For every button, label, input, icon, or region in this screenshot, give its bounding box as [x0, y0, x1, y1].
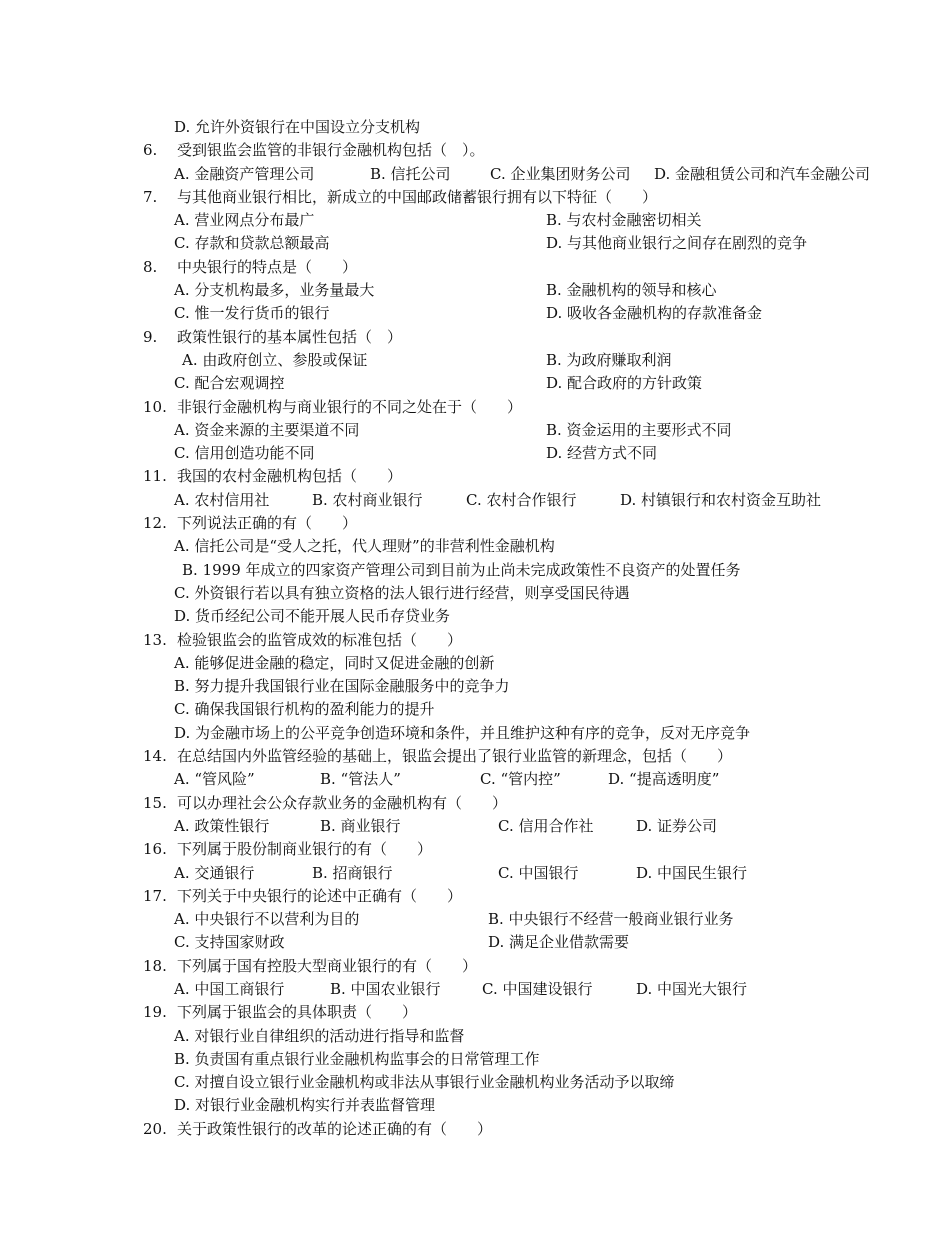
answer-option: D. 经营方式不同 — [546, 444, 658, 463]
option-line — [0, 815, 950, 838]
answer-option: B. 1999 年成立的四家资产管理公司到目前为止尚未完成政策性不良资产的处置任务 — [182, 560, 741, 579]
question-text: 下列属于股份制商业银行的有（ ） — [177, 840, 433, 859]
answer-option: A. 信托公司是“受人之托，代人理财”的非营利性金融机构 — [174, 537, 555, 556]
answer-option: B. 中国农业银行 — [330, 979, 441, 998]
question-text: 在总结国内外监管经验的基础上，银监会提出了银行业监管的新理念，包括（ ） — [177, 747, 733, 766]
option-line — [0, 419, 950, 442]
answer-option: D. “提高透明度” — [608, 770, 720, 789]
question-text: 与其他商业银行相比，新成立的中国邮政储蓄银行拥有以下特征（ ） — [177, 187, 658, 206]
option-line — [0, 442, 950, 465]
question-text: 下列属于银监会的具体职责（ ） — [177, 1003, 418, 1022]
answer-option: C. 支持国家财政 — [174, 933, 285, 952]
question-number: 10. — [143, 397, 167, 416]
answer-option: A. 中国工商银行 — [174, 979, 285, 998]
answer-option: D. 吸收各金融机构的存款准备金 — [546, 304, 763, 323]
option-line — [0, 279, 950, 302]
question-text: 非银行金融机构与商业银行的不同之处在于（ ） — [177, 397, 523, 416]
answer-option: B. “管法人” — [320, 770, 401, 789]
answer-option: D. 证券公司 — [636, 816, 718, 835]
question-number: 16. — [143, 840, 167, 859]
option-line — [0, 931, 950, 954]
option-line — [0, 1048, 950, 1071]
option-line — [0, 232, 950, 255]
option-line — [0, 768, 950, 791]
question-text: 可以办理社会公众存款业务的金融机构有（ ） — [177, 793, 508, 812]
answer-option: C. 信用创造功能不同 — [174, 444, 315, 463]
question-line — [0, 885, 950, 908]
answer-option: C. 配合宏观调控 — [174, 374, 285, 393]
answer-option: A. 政策性银行 — [174, 816, 270, 835]
question-number: 13. — [143, 630, 167, 649]
answer-option: D. 配合政府的方针政策 — [546, 374, 703, 393]
option-line — [0, 605, 950, 628]
answer-option: A. “管风险” — [174, 770, 255, 789]
answer-option: A. 中央银行不以营利为目的 — [174, 910, 360, 929]
option-line — [0, 1071, 950, 1094]
answer-option: C. 中国建设银行 — [482, 979, 593, 998]
question-text: 关于政策性银行的改革的论述正确的有（ ） — [177, 1119, 493, 1138]
question-number: 14. — [143, 747, 167, 766]
question-text: 政策性银行的基本属性包括（ ） — [177, 327, 403, 346]
option-line — [0, 372, 950, 395]
option-line — [0, 116, 950, 139]
answer-option: B. 信托公司 — [370, 164, 451, 183]
answer-option: D. 金融租赁公司和汽车金融公司 — [654, 164, 871, 183]
option-line — [0, 1094, 950, 1117]
answer-option: A. 能够促进金融的稳定，同时又促进金融的创新 — [174, 653, 495, 672]
answer-option: A. 金融资产管理公司 — [174, 164, 315, 183]
question-number: 8. — [143, 257, 158, 276]
question-number: 17. — [143, 886, 167, 905]
question-number: 9. — [143, 327, 158, 346]
answer-option: D. 村镇银行和农村资金互助社 — [620, 490, 822, 509]
option-line — [0, 652, 950, 675]
answer-option: B. 商业银行 — [320, 816, 401, 835]
option-line — [0, 908, 950, 931]
answer-option: C. 农村合作银行 — [466, 490, 577, 509]
answer-option: A. 农村信用社 — [174, 490, 270, 509]
option-line — [0, 559, 950, 582]
answer-option: A. 对银行业自律组织的活动进行指导和监督 — [174, 1026, 465, 1045]
answer-option: C. “管内控” — [480, 770, 561, 789]
question-line — [0, 1118, 950, 1141]
answer-option: A. 交通银行 — [174, 863, 255, 882]
question-number: 12. — [143, 514, 167, 533]
option-line — [0, 862, 950, 885]
question-number: 19. — [143, 1003, 167, 1022]
answer-option: C. 确保我国银行机构的盈利能力的提升 — [174, 700, 435, 719]
question-line — [0, 256, 950, 279]
question-line — [0, 512, 950, 535]
option-line — [0, 675, 950, 698]
answer-option: D. 中国民生银行 — [636, 863, 748, 882]
question-number: 6. — [143, 141, 158, 160]
question-number: 15. — [143, 793, 167, 812]
question-line — [0, 745, 950, 768]
question-line — [0, 955, 950, 978]
option-line — [0, 978, 950, 1001]
answer-option: A. 由政府创立、参股或保证 — [182, 350, 368, 369]
exam-page — [0, 116, 950, 1141]
option-line — [0, 582, 950, 605]
question-line — [0, 465, 950, 488]
option-line — [0, 209, 950, 232]
answer-option: B. 与农村金融密切相关 — [546, 211, 702, 230]
option-line — [0, 722, 950, 745]
answer-option: D. 与其他商业银行之间存在剧烈的竞争 — [546, 234, 808, 253]
question-text: 下列属于国有控股大型商业银行的有（ ） — [177, 956, 478, 975]
answer-option: B. 努力提升我国银行业在国际金融服务中的竞争力 — [174, 677, 510, 696]
question-number: 20. — [143, 1119, 167, 1138]
question-line — [0, 186, 950, 209]
question-number: 7. — [143, 187, 158, 206]
answer-option: C. 外资银行若以具有独立资格的法人银行进行经营，则享受国民待遇 — [174, 583, 630, 602]
question-line — [0, 139, 950, 162]
option-line — [0, 698, 950, 721]
answer-option: B. 招商银行 — [312, 863, 393, 882]
answer-option: D. 为金融市场上的公平竞争创造环境和条件，并且维护这种有序的竞争，反对无序竞争 — [174, 723, 751, 742]
answer-option: C. 中国银行 — [498, 863, 579, 882]
answer-option: C. 对擅自设立银行业金融机构或非法从事银行业金融机构业务活动予以取缔 — [174, 1073, 675, 1092]
answer-option: C. 信用合作社 — [498, 816, 594, 835]
question-text: 我国的农村金融机构包括（ ） — [177, 467, 403, 486]
question-line — [0, 396, 950, 419]
question-line — [0, 326, 950, 349]
option-line — [0, 1025, 950, 1048]
answer-option: D. 中国光大银行 — [636, 979, 748, 998]
answer-option: C. 惟一发行货币的银行 — [174, 304, 330, 323]
answer-option: C. 企业集团财务公司 — [490, 164, 631, 183]
answer-option: D. 对银行业金融机构实行并表监督管理 — [174, 1096, 436, 1115]
question-line — [0, 629, 950, 652]
answer-option: A. 分支机构最多，业务量最大 — [174, 281, 375, 300]
question-text: 中央银行的特点是（ ） — [177, 257, 358, 276]
question-text: 受到银监会监管的非银行金融机构包括（ ）。 — [177, 141, 485, 160]
answer-option: A. 营业网点分布最广 — [174, 211, 315, 230]
answer-option: B. 为政府赚取利润 — [546, 350, 672, 369]
question-text: 检验银监会的监管成效的标准包括（ ） — [177, 630, 463, 649]
answer-option: B. 中央银行不经营一般商业银行业务 — [488, 910, 734, 929]
question-line — [0, 838, 950, 861]
answer-option: B. 农村商业银行 — [312, 490, 423, 509]
answer-option: D. 满足企业借款需要 — [488, 933, 630, 952]
question-number: 11. — [143, 467, 167, 486]
option-line — [0, 302, 950, 325]
answer-option: B. 负责国有重点银行业金融机构监事会的日常管理工作 — [174, 1049, 540, 1068]
question-text: 下列关于中央银行的论述中正确有（ ） — [177, 886, 463, 905]
answer-option: A. 资金来源的主要渠道不同 — [174, 420, 360, 439]
question-line — [0, 1001, 950, 1024]
answer-option: C. 存款和贷款总额最高 — [174, 234, 330, 253]
answer-option: B. 金融机构的领导和核心 — [546, 281, 717, 300]
answer-option: D. 允许外资银行在中国设立分支机构 — [174, 118, 421, 136]
option-line — [0, 349, 950, 372]
answer-option: B. 资金运用的主要形式不同 — [546, 420, 732, 439]
option-line — [0, 535, 950, 558]
option-line — [0, 163, 950, 186]
question-text: 下列说法正确的有（ ） — [177, 514, 358, 533]
answer-option: D. 货币经纪公司不能开展人民币存贷业务 — [174, 607, 451, 626]
question-line — [0, 792, 950, 815]
question-number: 18. — [143, 956, 167, 975]
option-line — [0, 489, 950, 512]
